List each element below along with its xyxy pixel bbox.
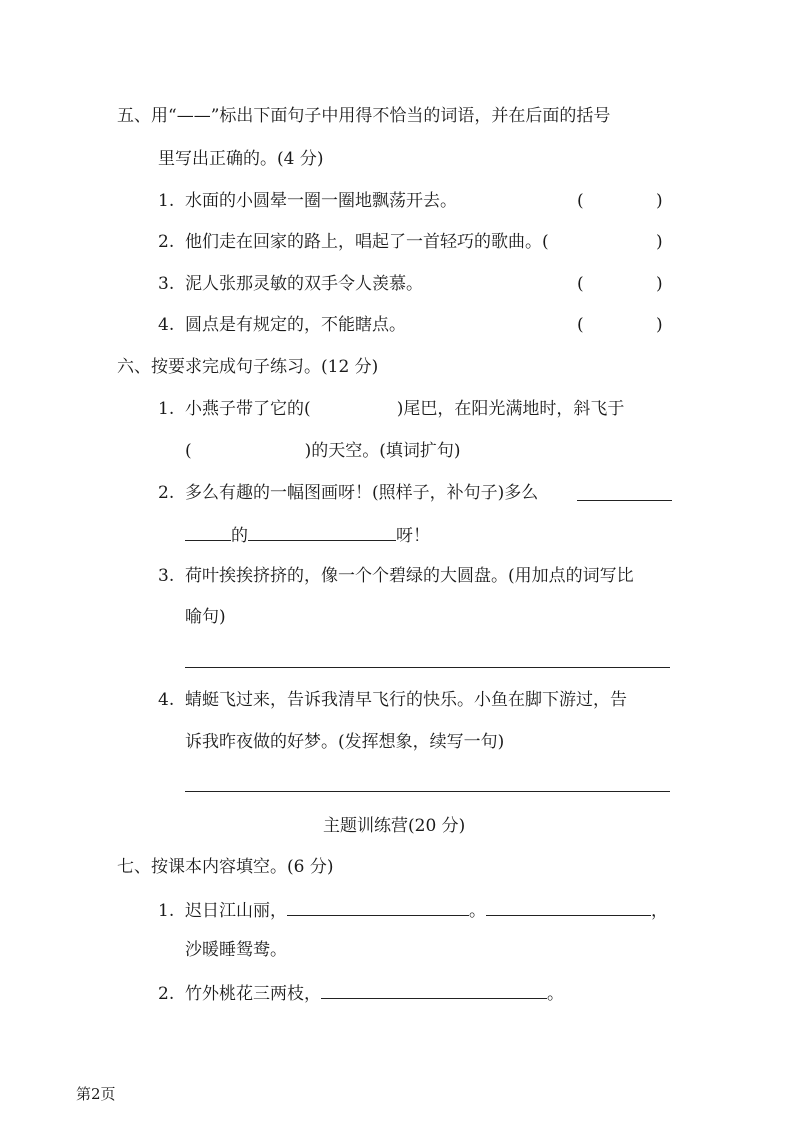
s5-item-1-answer-close[interactable]: ) (656, 191, 663, 211)
s6-q4-num: 4. (158, 690, 175, 710)
s7-q1-end: ， (651, 901, 669, 921)
s5-item-4-num: 4. (158, 315, 175, 335)
s5-item-1 (158, 189, 457, 213)
section5-heading-line1: 五、用“——”标出下面句子中用得不恰当的词语，并在后面的括号 (117, 106, 611, 126)
s6-q2-num: 2. (158, 483, 175, 503)
s6-q1-line1 (158, 397, 624, 421)
s6-q3-answer-line[interactable] (185, 667, 670, 668)
s6-q4-answer-line[interactable] (185, 791, 670, 792)
s5-item-2-num: 2. (158, 232, 175, 252)
s6-q3-line2: 喻句) (185, 607, 226, 627)
s6-q1-num: 1. (158, 399, 175, 419)
s6-q4-line2: 诉我昨夜做的好梦。(发挥想象，续写一句) (185, 732, 505, 752)
s7-q2-end: 。 (547, 984, 565, 1004)
s6-q1-line2-a: ( (185, 441, 192, 461)
s6-q1-line2 (185, 439, 461, 463)
s7-q2-line (158, 980, 564, 1006)
s6-q2-line1-text: 多么有趣的一幅图画呀！(照样子，补句子)多么 (185, 483, 539, 503)
s7-q2-start: 竹外桃花三两枝， (185, 984, 322, 1004)
s7-q1-blank-2[interactable] (486, 897, 651, 916)
s5-item-4-open: ( (577, 315, 584, 335)
s7-q1-num: 1. (158, 901, 175, 921)
s6-q2-blank-1[interactable] (577, 500, 672, 501)
s5-item-2-answer-close[interactable]: ) (656, 232, 663, 252)
s5-item-3-text: 泥人张那灵敏的双手令人羡慕。 (185, 274, 424, 294)
s5-item-1-text: 水面的小圆晕一圈一圈地飘荡开去。 (185, 191, 458, 211)
s6-q2-blank-3[interactable] (248, 522, 396, 541)
section5-heading-line2: 里写出正确的。(4 分) (158, 149, 324, 169)
s5-item-4-answer-close[interactable]: ) (656, 315, 663, 335)
s6-q4-line1-text: 蜻蜓飞过来，告诉我清早飞行的快乐。小鱼在脚下游过，告 (185, 690, 628, 710)
s7-q1-line1 (158, 897, 668, 923)
s7-q1-line2: 沙暖睡鸳鸯。 (185, 940, 287, 960)
s6-q3-num: 3. (158, 566, 175, 586)
s6-q2-line2-mid: 的 (231, 526, 248, 546)
s5-item-2 (158, 230, 549, 254)
s5-item-3-num: 3. (158, 274, 175, 294)
s5-item-4 (158, 313, 406, 337)
s7-q2-blank[interactable] (321, 980, 547, 999)
s6-q2-line1 (158, 481, 538, 505)
s7-q1-mid: 。 (469, 901, 487, 921)
s7-q1-start: 迟日江山丽， (185, 901, 288, 921)
s6-q1-line2-b: )的天空。(填词扩句) (304, 441, 461, 461)
s5-item-3-open: ( (577, 274, 584, 294)
s6-q2-line2-end: 呀！ (396, 526, 430, 546)
s7-q1-blank-1[interactable] (287, 897, 469, 916)
page-number: 第2页 (76, 1085, 116, 1103)
s6-q2-line2 (185, 522, 430, 548)
s5-item-3 (158, 272, 423, 296)
section6-heading: 六、按要求完成句子练习。(12 分) (117, 357, 379, 377)
s5-item-1-open: ( (577, 191, 584, 211)
section7-heading: 七、按课本内容填空。(6 分) (117, 857, 334, 877)
s6-q3-line1 (158, 564, 634, 588)
s6-q4-line1 (158, 688, 627, 712)
s5-item-1-num: 1. (158, 191, 175, 211)
s5-item-3-answer-close[interactable]: ) (656, 274, 663, 294)
s5-item-4-text: 圆点是有规定的，不能瞎点。 (185, 315, 407, 335)
s5-item-2-text: 他们走在回家的路上，唱起了一首轻巧的歌曲。( (185, 232, 549, 252)
s6-q1-line1-a: 小燕子带了它的( (185, 399, 311, 419)
s6-q3-line1-text: 荷叶挨挨挤挤的，像一个个碧绿的大圆盘。(用加点的词写比 (185, 566, 634, 586)
s7-q2-num: 2. (158, 984, 175, 1004)
theme-title: 主题训练营(20 分) (323, 816, 466, 836)
s6-q1-line1-b: )尾巴，在阳光满地时，斜飞于 (396, 399, 625, 419)
s6-q2-blank-2[interactable] (185, 522, 231, 541)
